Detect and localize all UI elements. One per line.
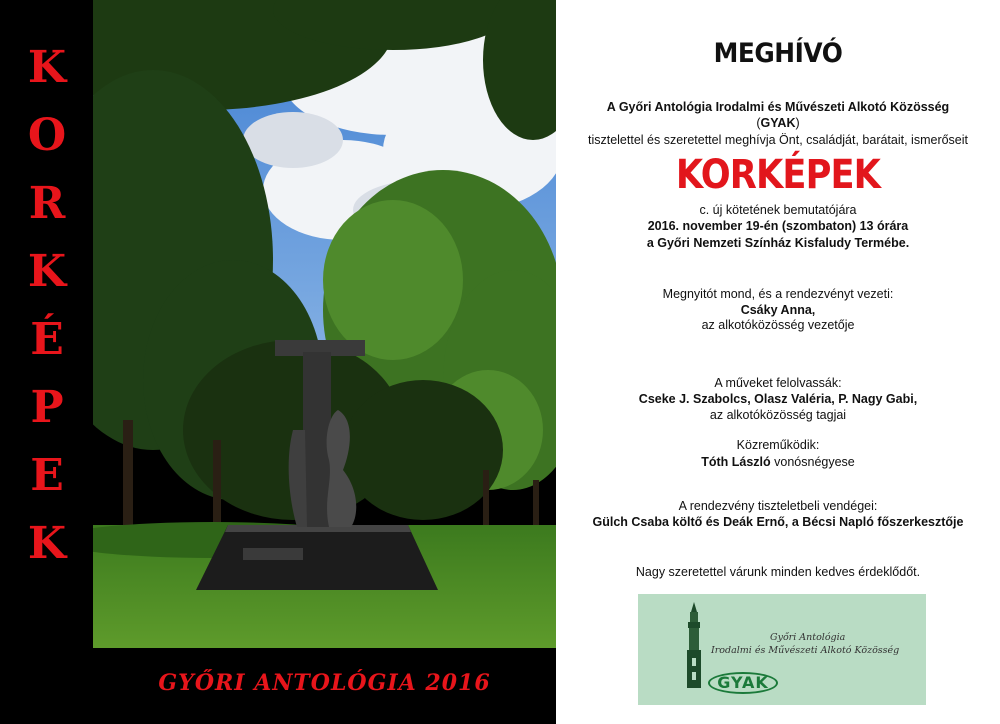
abbr-open-paren: ( [756,116,761,130]
music-rest: vonósnégyese [770,455,855,469]
title-letter: É [30,314,64,365]
title-letter: K [27,246,67,297]
guests-label: A rendezvény tiszteletbeli vendégei: [678,499,878,513]
music-name: Tóth László [701,455,771,469]
invitation-panel [556,0,1000,724]
event-venue: a Győri Nemzeti Színház Kisfaludy Termébe. [646,236,910,250]
abbr-text: GYAK [760,116,796,130]
vertical-book-title [12,42,82,569]
closing-line: Nagy szeretettel várunk minden kedves érdeklődőt. [635,565,921,579]
title-letter: P [30,382,64,433]
readers-label: A műveket felolvassák: [714,376,842,390]
opening-label: Megnyitót mond, és a rendezvényt vezeti: [662,287,894,301]
readers-names: Cseke J. Szabolcs, Olasz Valéria, P. Nagy Gabi, [638,392,918,406]
event-date: 2016. november 19-én (szombaton) 13 órára [647,219,909,233]
cover-footer-text: GYŐRI ANTOLÓGIA 2016 [158,670,491,696]
title-letter: K [27,518,67,569]
readers-role: az alkotóközösség tagjai [709,408,847,422]
title-letter: R [28,178,66,229]
music-label: Közreműködik: [736,438,820,452]
book-line: c. új kötetének bemutatójára [699,203,857,217]
organizer-abbreviation [556,116,1000,131]
gyak-logo [638,594,926,705]
guests-names: Gülch Csaba költő és Deák Ernő, a Bécsi Napló főszerkesztője [592,515,964,529]
logo-line1: Győri Antológia [770,632,846,643]
invite-line: tisztelettel és szeretettel meghívja Önt, családját, barátait, ismerőseit [587,133,969,147]
invitation-heading: MEGHÍVÓ [713,38,843,69]
park-sculpture-photo [93,0,556,648]
abbr-close-paren: ) [795,116,800,130]
opening-name: Csáky Anna, [740,303,816,317]
title-letter: K [27,42,67,93]
title-letter: O [27,110,67,161]
logo-badge: GYAK [708,672,778,694]
organizer-line: A Győri Antológia Irodalmi és Művészeti Alkotó Közösség [606,100,950,114]
logo-line2: Irodalmi és Művészeti Alkotó Közösség [711,645,900,656]
opening-role: az alkotóközösség vezetője [701,318,855,332]
music-performer [556,455,1000,470]
tower-icon [684,602,704,688]
title-letter: E [30,450,64,501]
book-title: KORKÉPEK [675,152,881,198]
